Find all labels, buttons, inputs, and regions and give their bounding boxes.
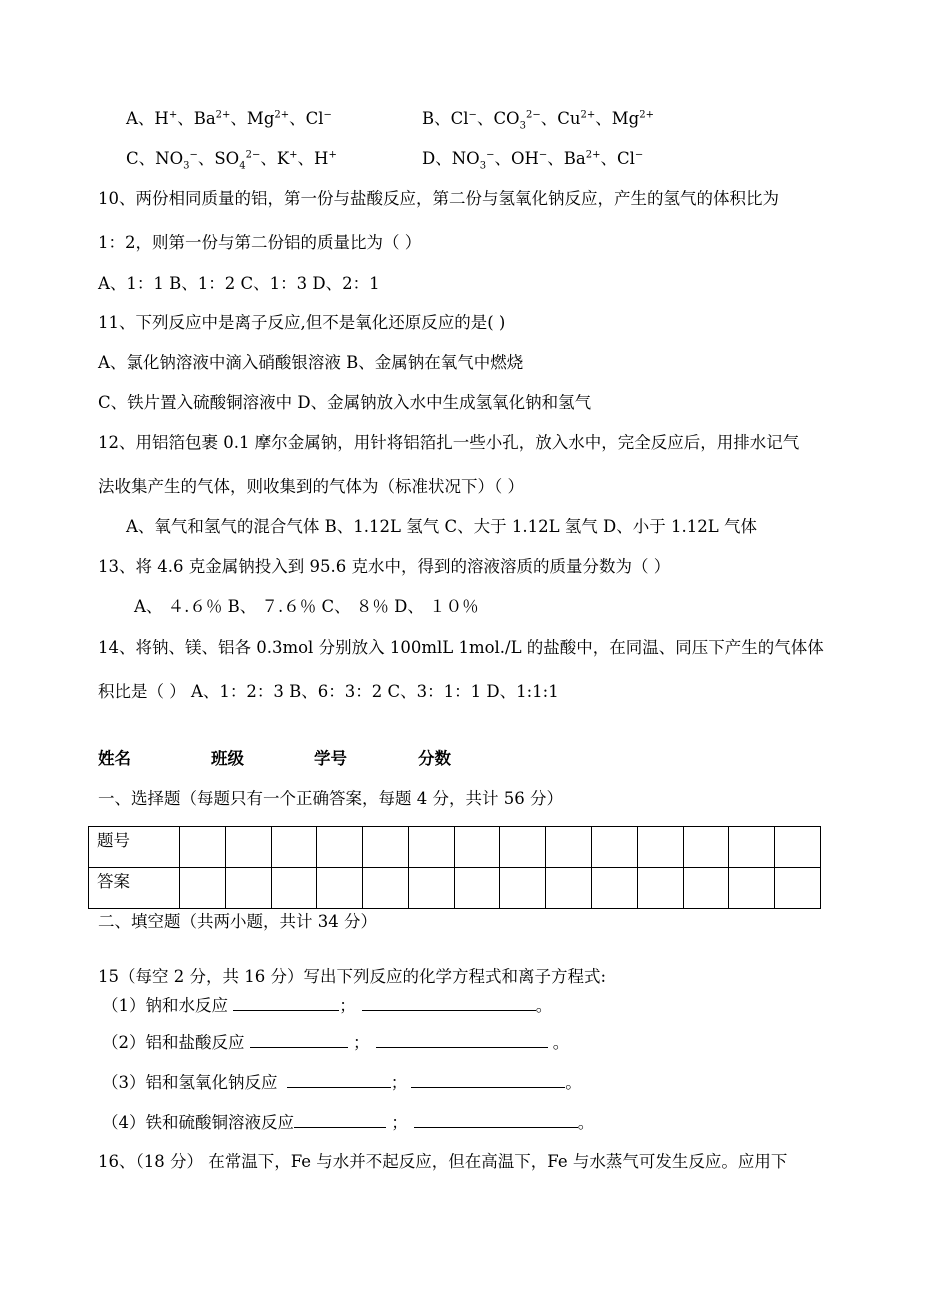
q14-line1: 14、将钠、镁、铝各 0.3mol 分别放入 100mlL 1mol./L 的盐酸中，在同温、同压下产生的气体体 bbox=[98, 638, 824, 657]
class-label: 班级 bbox=[211, 749, 244, 768]
q13-stem: 13、将 4.6 克金属钠投入到 95.6 克水中，得到的溶液溶质的质量分数为（ ） bbox=[98, 557, 671, 576]
answer-cell[interactable] bbox=[317, 868, 363, 909]
table-cell[interactable] bbox=[363, 827, 409, 868]
table-cell[interactable] bbox=[546, 827, 592, 868]
table-cell[interactable] bbox=[408, 827, 454, 868]
q11-options-cd: C、铁片置入硫酸铜溶液中 D、金属钠放入水中生成氢氧化钠和氢气 bbox=[98, 393, 592, 412]
table-cell[interactable] bbox=[225, 827, 271, 868]
table-cell[interactable] bbox=[683, 827, 729, 868]
q15-item-3: （3）铝和氢氧化钠反应 ； 。 bbox=[102, 1073, 582, 1092]
score-label: 分数 bbox=[418, 749, 451, 768]
table-cell[interactable] bbox=[271, 827, 317, 868]
q9-option-a: A、H+、$Ba^{2+}$、$Mg^{2+}$、Cl− bbox=[126, 109, 332, 128]
table-cell[interactable] bbox=[729, 827, 775, 868]
answer-cell[interactable] bbox=[363, 868, 409, 909]
q11-options-ab: A、氯化钠溶液中滴入硝酸银溶液 B、金属钠在氧气中燃烧 bbox=[98, 353, 524, 372]
blank-field[interactable] bbox=[414, 1111, 578, 1128]
answer-cell[interactable] bbox=[454, 868, 500, 909]
answer-cell[interactable] bbox=[592, 868, 638, 909]
answer-cell[interactable] bbox=[775, 868, 821, 909]
blank-field[interactable] bbox=[294, 1111, 386, 1128]
blank-field[interactable] bbox=[287, 1071, 391, 1088]
student-id-label: 学号 bbox=[314, 749, 347, 768]
q12-options: A、氧气和氢气的混合气体 B、1.12L 氢气 C、大于 1.12L 氢气 D、小于 1.12L 气体 bbox=[126, 517, 757, 536]
table-cell[interactable] bbox=[500, 827, 546, 868]
table-cell[interactable] bbox=[317, 827, 363, 868]
q15-item-2: （2）铝和盐酸反应 ； 。 bbox=[102, 1033, 570, 1052]
q15-item-1: （1）钠和水反应 ； 。 bbox=[102, 996, 553, 1015]
question-number-label: 题号 bbox=[89, 827, 180, 868]
q12-line1: 12、用铝箔包裹 0.1 摩尔金属钠，用针将铝箔扎一些小孔，放入水中，完全反应后，用排水记气 bbox=[98, 433, 800, 452]
table-cell[interactable] bbox=[637, 827, 683, 868]
answer-cell[interactable] bbox=[637, 868, 683, 909]
table-row bbox=[89, 868, 821, 909]
q15-stem: 15（每空 2 分，共 16 分）写出下列反应的化学方程式和离子方程式: bbox=[98, 967, 607, 986]
q10-options: A、1：1 B、1：2 C、1：3 D、2：1 bbox=[98, 274, 380, 293]
answer-cell[interactable] bbox=[729, 868, 775, 909]
answer-cell[interactable] bbox=[683, 868, 729, 909]
answer-table bbox=[88, 826, 821, 909]
section2-title: 二、填空题（共两小题，共计 34 分） bbox=[98, 912, 377, 931]
blank-field[interactable] bbox=[233, 994, 339, 1011]
blank-field[interactable] bbox=[250, 1031, 348, 1048]
q10-line2: 1：2，则第一份与第二份铝的质量比为（ ） bbox=[98, 233, 422, 252]
q11-stem: 11、下列反应中是离子反应,但不是氧化还原反应的是( ) bbox=[98, 313, 506, 332]
answer-cell[interactable] bbox=[180, 868, 226, 909]
answer-label: 答案 bbox=[89, 868, 180, 909]
q9-option-c: C、$NO_3^-$、$SO_4^{2-}$、K+、H+ bbox=[126, 149, 337, 172]
table-cell[interactable] bbox=[454, 827, 500, 868]
table-cell[interactable] bbox=[180, 827, 226, 868]
q12-line2: 法收集产生的气体，则收集到的气体为（标准状况下）（ ） bbox=[98, 477, 524, 496]
table-cell[interactable] bbox=[592, 827, 638, 868]
q14-line2: 积比是（ ） A、1：2：3 B、6：3：2 C、3：1：1 D、1:1:1 bbox=[98, 682, 559, 701]
q9-option-d: D、$NO_3^-$、OH−、$Ba^{2+}$、Cl− bbox=[422, 149, 644, 172]
q10-line1: 10、两份相同质量的铝，第一份与盐酸反应，第二份与氢氧化钠反应，产生的氢气的体积比为 bbox=[98, 189, 779, 208]
name-label: 姓名 bbox=[98, 749, 131, 768]
blank-field[interactable] bbox=[411, 1071, 565, 1088]
answer-cell[interactable] bbox=[500, 868, 546, 909]
answer-cell[interactable] bbox=[271, 868, 317, 909]
answer-cell[interactable] bbox=[546, 868, 592, 909]
answer-cell[interactable] bbox=[408, 868, 454, 909]
blank-field[interactable] bbox=[376, 1031, 548, 1048]
table-cell[interactable] bbox=[775, 827, 821, 868]
answer-cell[interactable] bbox=[225, 868, 271, 909]
q13-options: A、 ４.６％ B、 ７.６％ C、 ８％ D、 １０％ bbox=[134, 597, 479, 616]
q15-item-4: （4）铁和硫酸铜溶液反应 ； 。 bbox=[102, 1113, 595, 1132]
blank-field[interactable] bbox=[362, 994, 536, 1011]
q9-option-b: B、Cl−、$CO_3^{2-}$、$Cu^{2+}$、$Mg^{2+}$ bbox=[422, 109, 654, 132]
table-row bbox=[89, 827, 821, 868]
section1-title: 一、选择题（每题只有一个正确答案，每题 4 分，共计 56 分） bbox=[98, 789, 563, 808]
q16-line1: 16、（18 分） 在常温下，Fe 与水并不起反应，但在高温下，Fe 与水蒸气可发生反应。应用下 bbox=[98, 1152, 788, 1171]
